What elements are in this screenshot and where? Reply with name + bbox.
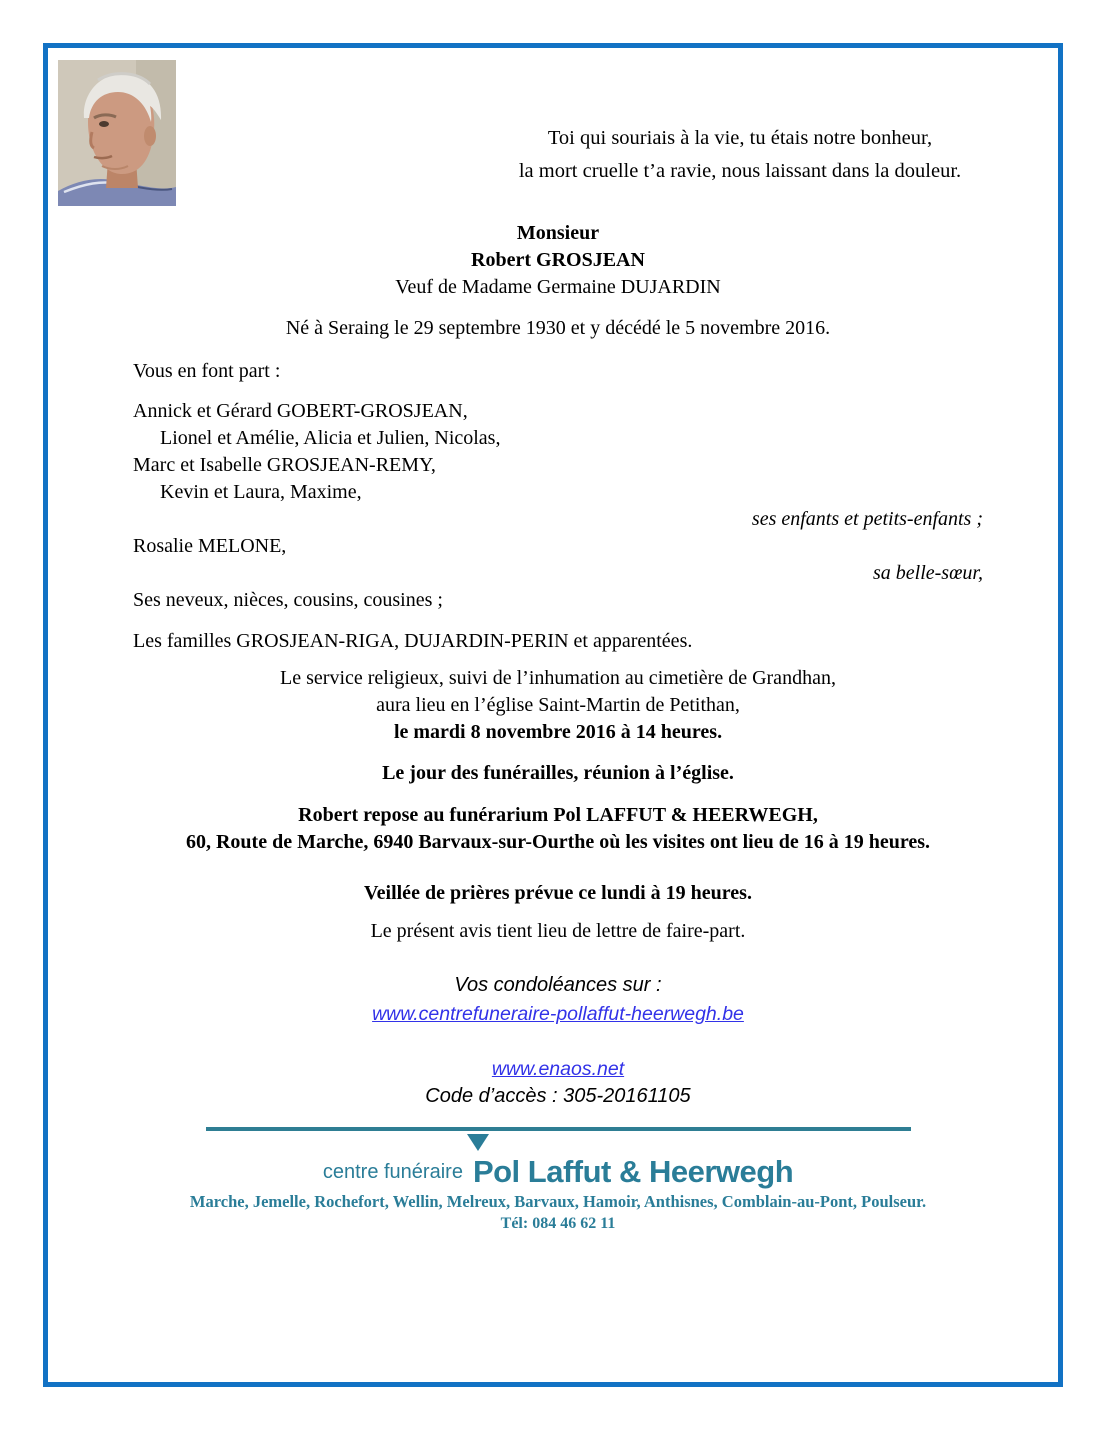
brand-prefix: centre funéraire bbox=[322, 1161, 463, 1183]
condolences-label: Vos condoléances sur : bbox=[454, 974, 662, 996]
family-line: Lionel et Amélie, Alicia et Julien, Nicolas, bbox=[160, 427, 501, 449]
brand-row bbox=[133, 1140, 983, 1187]
family-line: Kevin et Laura, Maxime, bbox=[160, 481, 362, 503]
enaos-link[interactable]: www.enaos.net bbox=[491, 1058, 625, 1080]
relatives-line: Ses neveux, nièces, cousins, cousines ; bbox=[133, 589, 443, 611]
life-dates-line: Né à Seraing le 29 septembre 1930 et y décédé le 5 novembre 2016. bbox=[285, 317, 831, 339]
service-line-2: aura lieu en l’église Saint-Martin de Petithan, bbox=[376, 694, 740, 716]
brand-name-wrap bbox=[473, 1156, 793, 1187]
access-code-line: Code d’accès : 305-20161105 bbox=[425, 1085, 691, 1107]
families-line: Les familles GROSJEAN-RIGA, DUJARDIN-PERIN et apparentées. bbox=[133, 630, 693, 652]
service-line-1: Le service religieux, suivi de l’inhumation au cimetière de Grandhan, bbox=[280, 667, 836, 689]
repose-line-1: Robert repose au funérarium Pol LAFFUT & HEERWEGH, bbox=[298, 804, 818, 826]
footer-divider bbox=[206, 1127, 911, 1131]
locations-line: Marche, Jemelle, Rochefort, Wellin, Melreux, Barvaux, Hamoir, Anthisnes, Comblain-au-Pont, Poulseur. bbox=[189, 1192, 927, 1211]
page-frame bbox=[43, 43, 1063, 1387]
deceased-title: Monsieur bbox=[516, 222, 600, 244]
repose-line-2: 60, Route de Marche, 6940 Barvaux-sur-Ourthe où les visites ont lieu de 16 à 19 heures. bbox=[185, 831, 931, 853]
sister-in-law-line: Rosalie MELONE, bbox=[133, 535, 287, 557]
announcement-body bbox=[48, 48, 1058, 1382]
memorial-quote-line-2: la mort cruelle t’a ravie, nous laissant dans la douleur. bbox=[518, 160, 962, 182]
widower-line: Veuf de Madame Germaine DUJARDIN bbox=[395, 276, 721, 298]
vigil-line: Veillée de prières prévue ce lundi à 19 heures. bbox=[364, 882, 752, 904]
funeral-home-footer bbox=[133, 1127, 983, 1235]
announcement-intro: Vous en font part : bbox=[133, 360, 281, 382]
triangle-down-icon bbox=[467, 1134, 489, 1151]
funeral-meeting-line: Le jour des funérailles, réunion à l’église. bbox=[382, 762, 734, 784]
funeral-home-link[interactable]: www.centrefuneraire-pollaffut-heerwegh.be bbox=[372, 1003, 744, 1025]
family-line: Marc et Isabelle GROSJEAN-REMY, bbox=[133, 454, 436, 476]
sister-in-law-role-label: sa belle-sœur, bbox=[873, 562, 983, 584]
children-role-label: ses enfants et petits-enfants ; bbox=[751, 508, 983, 530]
deceased-name: Robert GROSJEAN bbox=[471, 249, 645, 271]
brand-name: Pol Laffut & Heerwegh bbox=[472, 1154, 794, 1189]
memorial-quote-line-1: Toi qui souriais à la vie, tu étais notre bonheur, bbox=[547, 127, 933, 149]
service-datetime: le mardi 8 novembre 2016 à 14 heures. bbox=[393, 721, 723, 743]
notice-line: Le présent avis tient lieu de lettre de faire-part. bbox=[370, 920, 746, 942]
family-line: Annick et Gérard GOBERT-GROSJEAN, bbox=[133, 400, 468, 422]
phone-line: Tél: 084 46 62 11 bbox=[500, 1215, 616, 1232]
